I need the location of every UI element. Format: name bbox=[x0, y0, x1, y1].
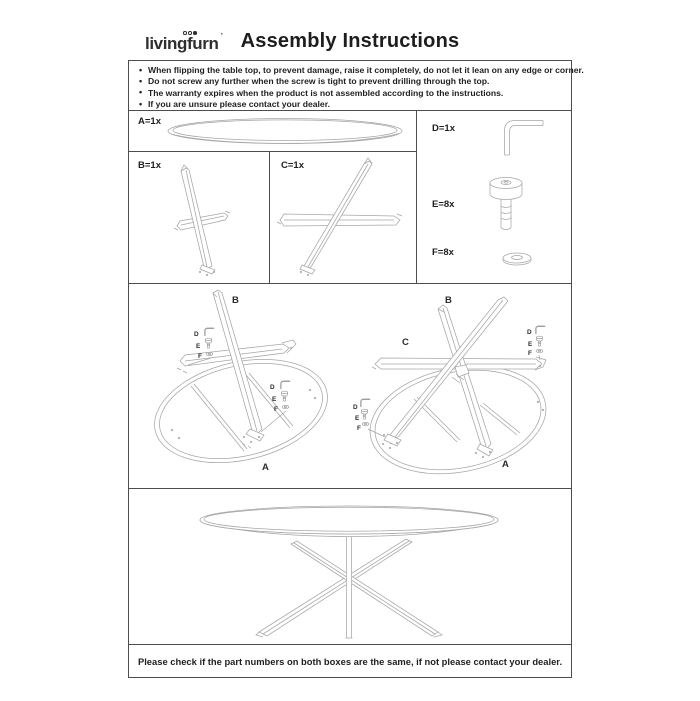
page bbox=[128, 0, 584, 701]
leg-c-drawing bbox=[270, 152, 416, 283]
footer-note-box bbox=[128, 644, 572, 678]
label-f: F bbox=[198, 353, 202, 360]
parts-panel bbox=[128, 110, 572, 284]
label-a: A bbox=[502, 459, 509, 470]
hardware-panel bbox=[416, 111, 571, 283]
part-e-label: E=8x bbox=[432, 199, 455, 210]
label-e: E bbox=[528, 341, 533, 348]
part-d-label: D=1x bbox=[432, 123, 455, 134]
part-c-label: C=1x bbox=[281, 160, 304, 171]
label-d: D bbox=[194, 331, 199, 338]
assembly-steps-panel bbox=[128, 283, 572, 489]
label-d: D bbox=[527, 329, 532, 336]
part-b-box bbox=[129, 152, 269, 283]
allen-key-icon bbox=[281, 380, 290, 389]
label-e: E bbox=[196, 343, 201, 350]
part-a-box bbox=[129, 111, 416, 152]
trademark-mark: ʼ bbox=[220, 33, 223, 40]
bolt-icon bbox=[536, 336, 542, 346]
label-e: E bbox=[355, 415, 360, 422]
label-a: A bbox=[262, 462, 269, 473]
brand-logo-text: livingfurn bbox=[145, 34, 219, 53]
final-assembly-panel bbox=[128, 488, 572, 645]
warning-box bbox=[128, 60, 584, 111]
warning-item: • If you are unsure please contact your dealer. bbox=[137, 99, 569, 110]
allen-key-icon bbox=[361, 398, 370, 407]
header bbox=[128, 30, 572, 58]
table-top-drawing bbox=[159, 113, 409, 150]
label-f: F bbox=[528, 350, 532, 357]
part-c-box bbox=[269, 152, 416, 283]
washer-icon bbox=[362, 422, 369, 425]
allen-key-icon bbox=[536, 325, 545, 334]
label-f: F bbox=[357, 425, 361, 432]
footer-note: Please check if the part numbers on both boxes are the same, if not please contact your dealer. bbox=[137, 655, 563, 667]
label-b: B bbox=[445, 295, 452, 306]
bolt-drawing bbox=[483, 173, 529, 235]
warning-item: • When flipping the table top, to prevent damage, raise it completely, do not let it lean on any edge or corner. bbox=[137, 65, 569, 76]
callout-def bbox=[261, 380, 290, 432]
assembled-table-drawing bbox=[129, 489, 571, 644]
label-d: D bbox=[353, 404, 358, 411]
bolt-icon bbox=[281, 391, 287, 401]
bolt-icon bbox=[205, 338, 211, 348]
label-e: E bbox=[272, 396, 277, 403]
part-e-row bbox=[417, 167, 571, 233]
part-f-row bbox=[417, 233, 571, 283]
step1-diagram bbox=[134, 287, 350, 487]
washer-icon bbox=[282, 405, 289, 408]
step2-diagram bbox=[352, 287, 570, 487]
part-d-row bbox=[417, 111, 571, 167]
warning-item: • The warranty expires when the product is not assembled according to the instructions. bbox=[137, 88, 569, 99]
warning-list bbox=[137, 65, 584, 111]
allen-key-icon bbox=[205, 327, 214, 336]
part-f-label: F=8x bbox=[432, 247, 454, 258]
part-a-label: A=1x bbox=[138, 116, 161, 127]
allen-key-drawing bbox=[495, 117, 547, 159]
callout-def bbox=[527, 325, 545, 360]
bolt-icon bbox=[361, 409, 367, 419]
label-d: D bbox=[270, 384, 275, 391]
page-title: Assembly Instructions bbox=[240, 30, 460, 52]
label-b: B bbox=[232, 295, 239, 306]
warning-item: • Do not screw any further when the screw is tight to prevent drilling through the top. bbox=[137, 76, 569, 87]
callout-def bbox=[353, 398, 385, 437]
label-f: F bbox=[274, 406, 278, 413]
label-c: C bbox=[402, 337, 409, 348]
washer-drawing bbox=[497, 249, 537, 269]
part-b-label: B=1x bbox=[138, 160, 161, 171]
leg-b-drawing bbox=[129, 152, 269, 283]
washer-icon bbox=[536, 349, 543, 352]
